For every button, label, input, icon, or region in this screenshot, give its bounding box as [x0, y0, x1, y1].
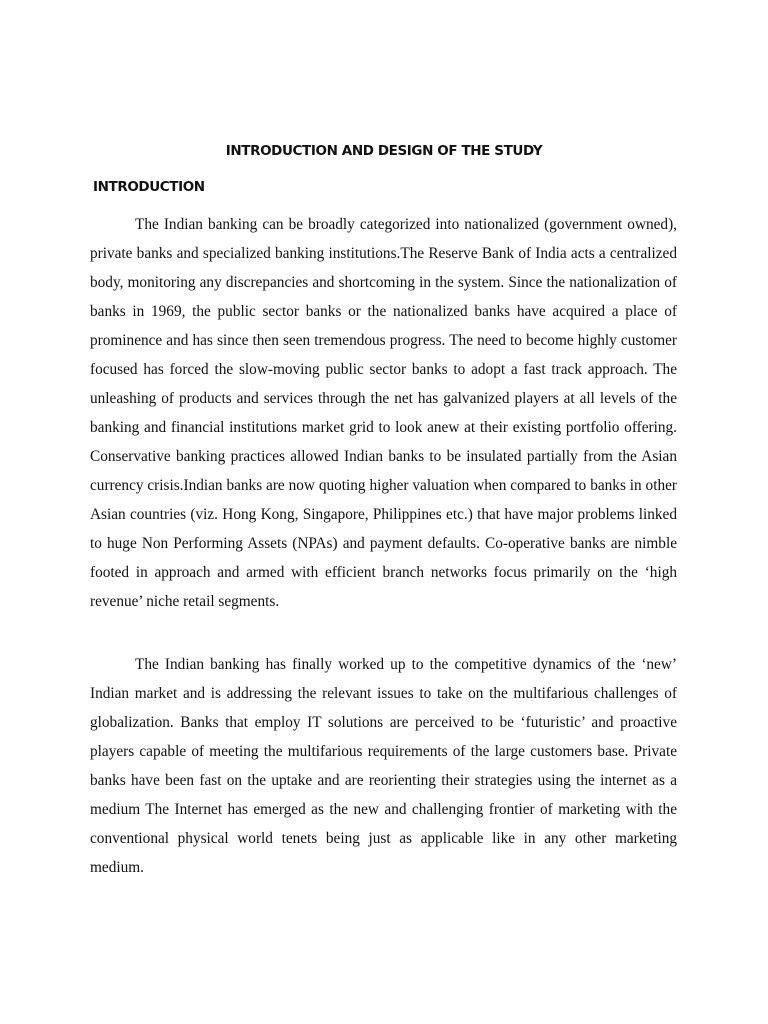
paragraph-1: The Indian banking can be broadly categorized into nationalized (government owned), private banks and specialized banking institutions.The Reserve Bank of India acts a centralized body, monitoring any discrepancies and shortcoming in the system. Since the nationalization of banks in 1969, the public sector banks or the nationalized banks have acquired a place of prominence and has since then seen tremendous progress. The need to become highly customer focused has forced the slow-moving public sector banks to adopt a fast track approach. The unleashing of products and services through the net has galvanized players at all levels of the banking and financial institutions market grid to look anew at their existing portfolio offering. Conservative banking practices allowed Indian banks to be insulated partially from the Asian currency crisis.Indian banks are now quoting higher valuation when compared to banks in other Asian countries (viz. Hong Kong, Singapore, Philippines etc.) that have major problems linked to huge Non Performing Assets (NPAs) and payment defaults. Co-operative banks are nimble footed in approach and armed with efficient branch networks focus primarily on the ‘high revenue’ niche retail segments. — [90, 216, 677, 610]
section-heading: INTRODUCTION — [93, 179, 205, 195]
document-title: INTRODUCTION AND DESIGN OF THE STUDY — [225, 143, 543, 159]
paragraph-2: The Indian banking has finally worked up to the competitive dynamics of the ‘new’ Indian market and is addressing the relevant issues to take on the multifarious challenges of globalization. Banks that employ IT solutions are perceived to be ‘futuristic’ and proactive players capable of meeting the multifarious requirements of the large customers base. Private banks have been fast on the uptake and are reorienting their strategies using the internet as a medium The Internet has emerged as the new and challenging frontier of marketing with the conventional physical world tenets being just as applicable like in any other marketing medium. — [90, 656, 677, 876]
